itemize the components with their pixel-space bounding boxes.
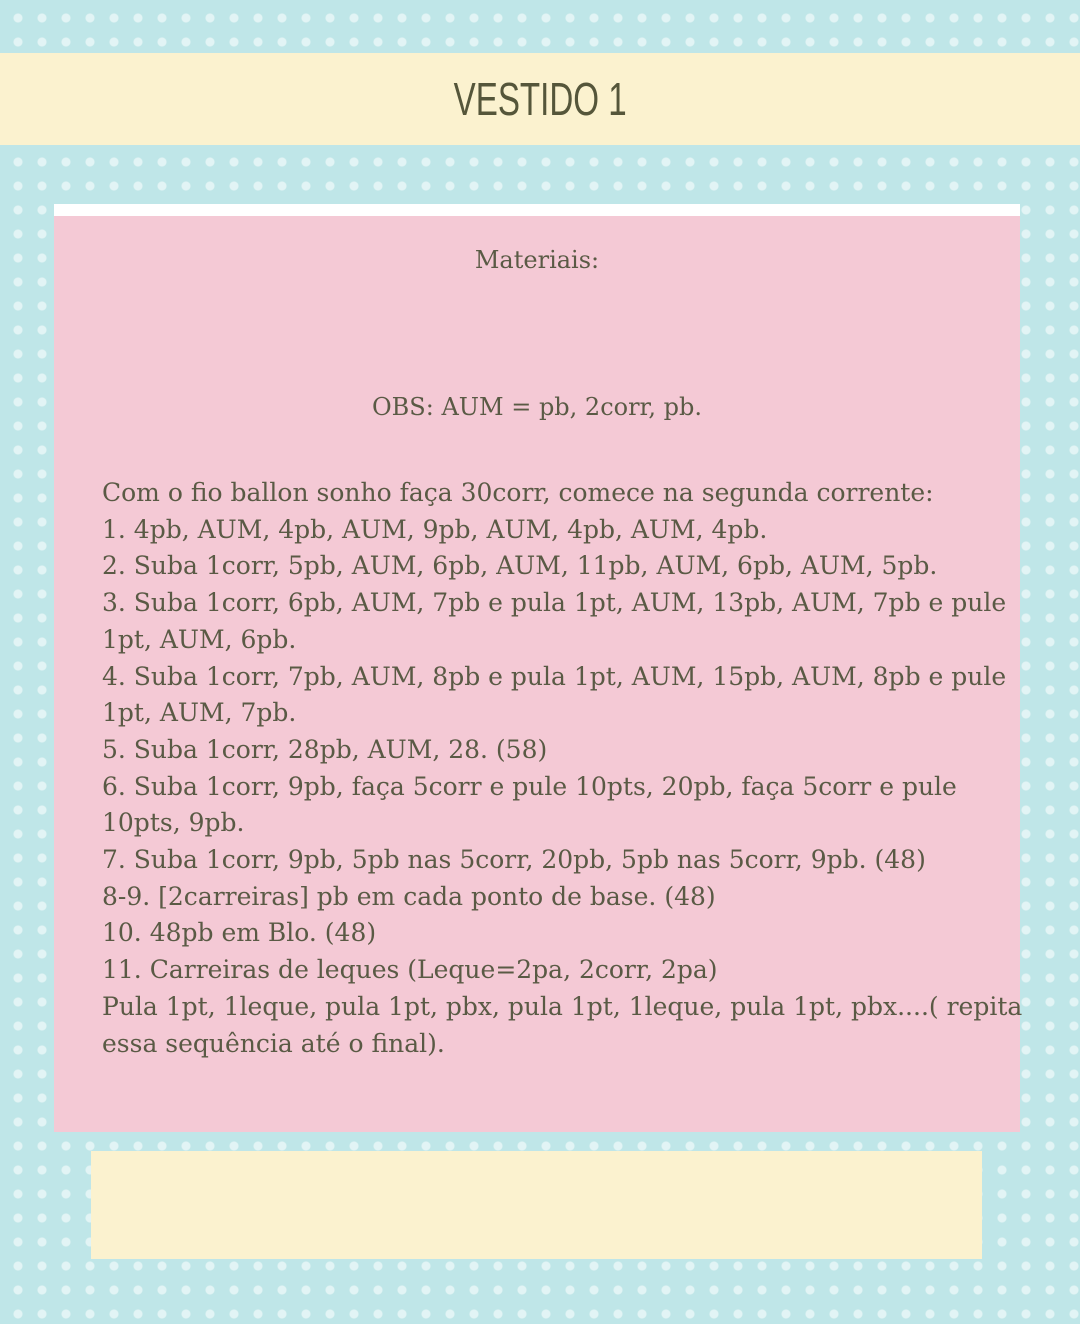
instruction-line: 1pt, AUM, 6pb. [102, 624, 297, 654]
pattern-instructions [102, 475, 1023, 1062]
instruction-line: Pula 1pt, 1leque, pula 1pt, pbx, pula 1pt, 1leque, pula 1pt, pbx....( repita [102, 991, 1023, 1021]
instruction-line: 4. Suba 1corr, 7pb, AUM, 8pb e pula 1pt, AUM, 15pb, AUM, 8pb e pule [102, 661, 1007, 691]
instruction-line: 10. 48pb em Blo. (48) [102, 918, 377, 948]
pattern-card [54, 216, 1023, 1132]
obs-note: OBS: AUM = pb, 2corr, pb. [371, 393, 703, 421]
instruction-line: 10pts, 9pb. [102, 808, 245, 838]
instruction-line: 1pt, AUM, 7pb. [102, 698, 297, 728]
instruction-line: 11. Carreiras de leques (Leque=2pa, 2corr, 2pa) [102, 955, 718, 985]
instruction-line: 3. Suba 1corr, 6pb, AUM, 7pb e pula 1pt, AUM, 13pb, AUM, 7pb e pule [102, 588, 1007, 618]
card-top-strip [54, 204, 1020, 216]
instruction-line: 7. Suba 1corr, 9pb, 5pb nas 5corr, 20pb, 5pb nas 5corr, 9pb. (48) [102, 845, 926, 875]
instruction-line: 6. Suba 1corr, 9pb, faça 5corr e pule 10pts, 20pb, faça 5corr e pule [102, 771, 957, 801]
bottom-band [91, 1151, 982, 1259]
instruction-line: 1. 4pb, AUM, 4pb, AUM, 9pb, AUM, 4pb, AUM, 4pb. [102, 514, 768, 544]
instruction-line: essa sequência até o final). [102, 1028, 445, 1058]
instruction-line: 5. Suba 1corr, 28pb, AUM, 28. (58) [102, 734, 548, 764]
instruction-line: 8-9. [2carreiras] pb em cada ponto de base. (48) [102, 881, 716, 911]
instruction-line: Com o fio ballon sonho faça 30corr, comece na segunda corrente: [102, 478, 934, 507]
title-band [0, 53, 1080, 145]
materials-label: Materiais: [474, 246, 600, 274]
instruction-line: 2. Suba 1corr, 5pb, AUM, 6pb, AUM, 11pb, AUM, 6pb, AUM, 5pb. [102, 551, 938, 581]
page-title: VESTIDO 1 [453, 73, 627, 125]
